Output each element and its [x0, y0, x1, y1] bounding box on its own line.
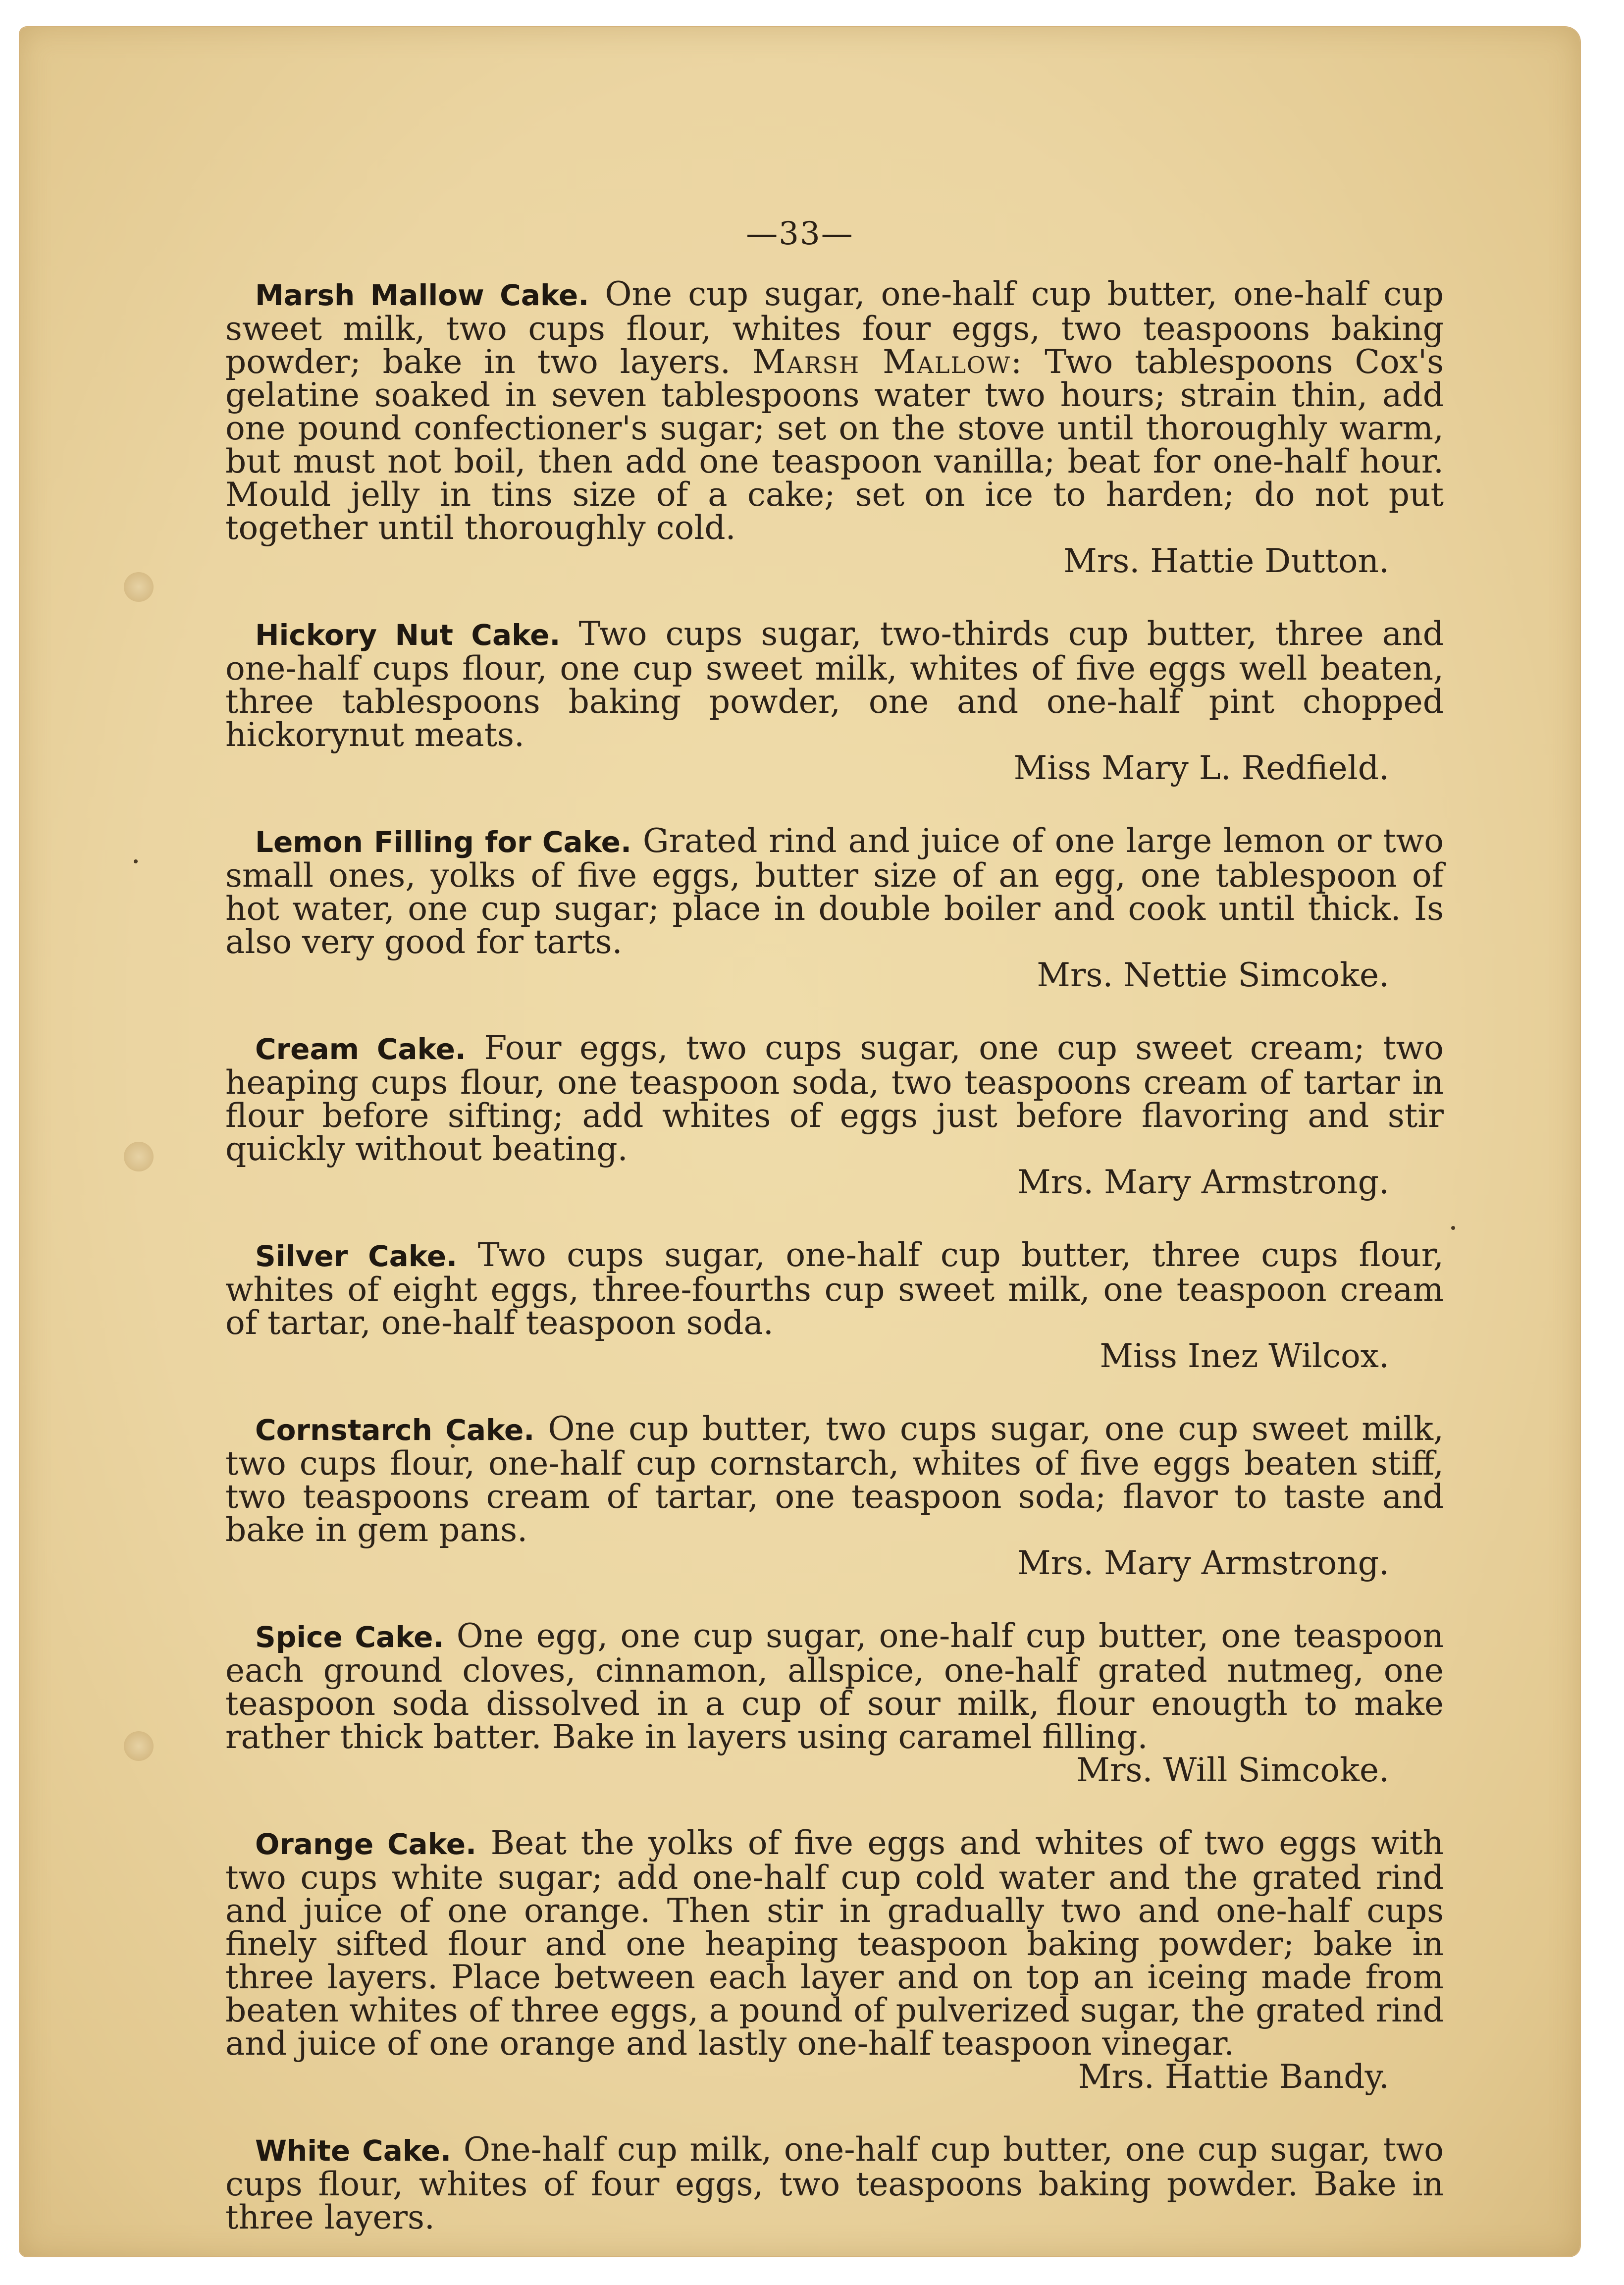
- paper-speck: [1451, 1226, 1455, 1230]
- recipe-title: Silver Cake.: [255, 1239, 458, 1273]
- recipe-title: Cream Cake.: [255, 1032, 466, 1066]
- recipe-title: White Cake.: [255, 2134, 452, 2168]
- recipe-subtitle: Marsh Mallow:: [752, 343, 1023, 381]
- recipe-cream-cake: [225, 1031, 1444, 1199]
- book-page: [20, 27, 1580, 2256]
- recipe-body: Two cups sugar, two-thirds cup butter, three and one-half cups flour, one cup sweet milk, whites of five eggs well beaten, three tablespoons baking powder, one and one-half pint chopped hickorynut meats.: [225, 615, 1444, 754]
- recipe-white-cake: [225, 2130, 1444, 2236]
- recipe-body: One cup sugar, one-half cup butter, one-half cup sweet milk, two cups flour, whites four eggs, two teaspoons baking powder; bake in two layers.: [225, 275, 1444, 381]
- recipe-body: Beat the yolks of five eggs and whites of two eggs with two cups white sugar; add one-half cup cold water and the grated rind and juice of one orange. Then stir in gradually two and one-half cups finely sifted flour and one heaping teaspoon baking powder; bake in three layers. Place between each layer and on top an iceing made from beaten whites of three eggs, a pound of pulverized sugar, the grated rind and juice of one orange and lastly one-half teaspoon vinegar.: [225, 1824, 1444, 2063]
- recipe-marsh-mallow-cake: [225, 277, 1444, 578]
- recipe-body: Two cups sugar, one-half cup butter, three cups flour, whites of eight eggs, three-fourths cup sweet milk, one teaspoon cream of tartar, one-half teaspoon soda.: [225, 1236, 1444, 1342]
- recipe-attribution: Mrs. Mary Armstrong.: [1017, 1163, 1389, 1201]
- page-number: —33—: [746, 215, 854, 252]
- recipe-body: One-half cup milk, one-half cup butter, one cup sugar, two cups flour, whites of four eggs, two teaspoons baking powder. Bake in three layers.: [225, 2130, 1444, 2236]
- recipe-attribution: Mrs. Hattie Bandy.: [1078, 2058, 1389, 2096]
- recipe-attribution: Miss Inez Wilcox.: [1100, 1337, 1389, 1375]
- binding-hole-top: [124, 572, 154, 602]
- recipe-attribution: Mrs. Mary Armstrong.: [1017, 1544, 1389, 1582]
- recipe-list: [225, 277, 1444, 2274]
- paper-speck: [134, 859, 138, 863]
- recipe-hickory-nut-cake: [225, 617, 1444, 785]
- recipe-orange-cake: [225, 1824, 1444, 2096]
- binding-hole-bottom: [124, 1731, 154, 1761]
- recipe-cornstarch-cake: [225, 1412, 1444, 1580]
- binding-hole-middle: [124, 1142, 154, 1171]
- recipe-title: Orange Cake.: [255, 1827, 477, 1861]
- recipe-attribution: Mrs. Will Simcoke.: [1076, 1751, 1389, 1789]
- recipe-body: One cup butter, two cups sugar, one cup sweet milk, two cups flour, one-half cup cornstarch, whites of five eggs beaten stiff, two teaspoons cream of tartar, one teaspoon soda; flavor to taste and bake in gem pans.: [225, 1410, 1444, 1549]
- recipe-lemon-filling: [225, 824, 1444, 992]
- recipe-body: Grated rind and juice of one large lemon or two small ones, yolks of five eggs, butter size of an egg, one tablespoon of hot water, one cup sugar; place in double boiler and cook until thick. Is also very good for tarts.: [225, 822, 1444, 961]
- recipe-attribution: Mrs. Hattie Dutton.: [1063, 542, 1389, 580]
- recipe-attribution: Miss Mary L. Redfield.: [1013, 749, 1389, 787]
- recipe-title: Hickory Nut Cake.: [255, 618, 561, 652]
- recipe-title: Cornstarch Cake.: [255, 1413, 535, 1447]
- recipe-title: Lemon Filling for Cake.: [255, 825, 631, 859]
- recipe-body-continued: Two tablespoons Cox's gelatine soaked in seven tablespoons water two hours; strain thin, add one pound confectioner's sugar; set on the stove until thoroughly warm, but must not boil, then add one teaspoon vanilla; beat for one-half hour. Mould jelly in tins size of a cake; set on ice to harden; do not put together until thoroughly cold.: [225, 343, 1444, 547]
- recipe-title: Spice Cake.: [255, 1620, 444, 1654]
- recipe-body: Four eggs, two cups sugar, one cup sweet cream; two heaping cups flour, one teaspoon soda, two teaspoons cream of tartar in flour before sifting; add whites of eggs just before flavoring and stir quickly without beating.: [225, 1029, 1444, 1168]
- recipe-silver-cake: [225, 1238, 1444, 1373]
- recipe-body: One egg, one cup sugar, one-half cup butter, one teaspoon each ground cloves, cinnamon, allspice, one-half grated nutmeg, one teaspoon soda dissolved in a cup of sour milk, flour enougth to make rather thick batter. Bake in layers using caramel filling.: [225, 1617, 1444, 1756]
- recipe-attribution: Mrs. Nettie Simcoke.: [1037, 956, 1389, 994]
- recipe-spice-cake: [225, 1619, 1444, 1787]
- recipe-title: Marsh Mallow Cake.: [255, 278, 589, 312]
